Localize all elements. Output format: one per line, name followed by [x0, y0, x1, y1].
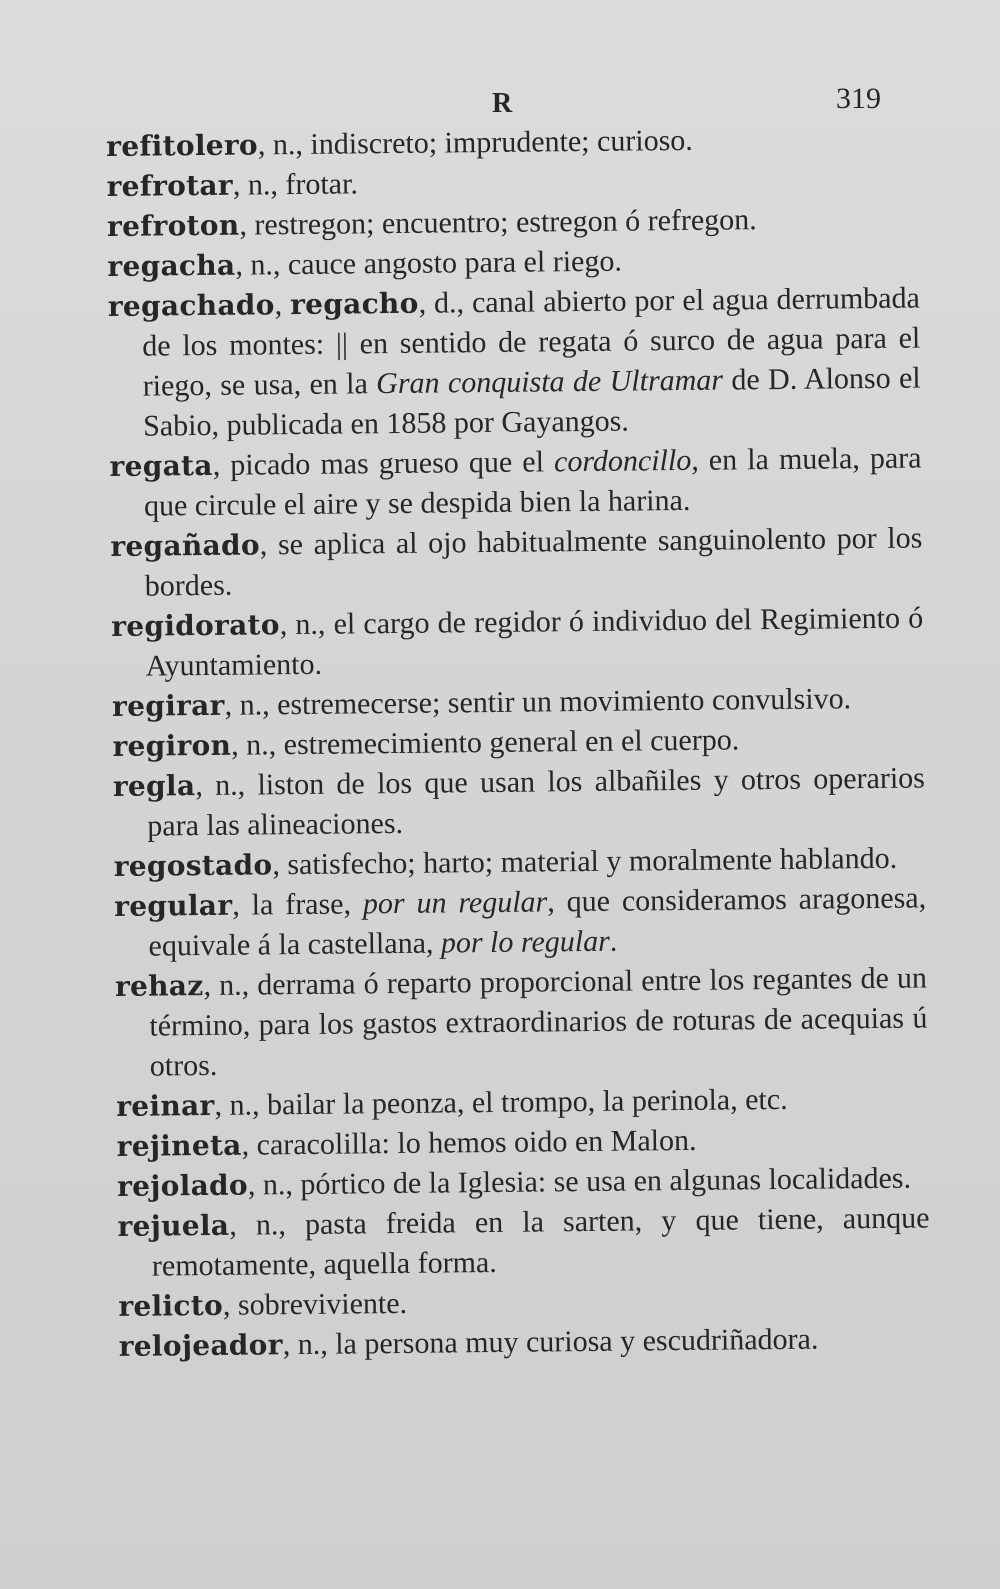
headword: rejineta [116, 1128, 242, 1163]
entry-regular [114, 878, 927, 966]
definition: , n., indiscreto; imprudente; curioso. [257, 123, 694, 162]
italic-term: cordoncillo, [553, 443, 699, 479]
definition: , n., la persona muy curiosa y escudriñadora. [282, 1322, 819, 1362]
headword-variant: regacho [289, 286, 419, 322]
definition: , n., liston de los que usan los albañiles y otros operarios para las alineaciones. [147, 761, 926, 843]
entry-regachado [108, 278, 922, 446]
entry-regidorato [111, 598, 924, 686]
definition-cont: en la muela, para que circule el aire y se despida bien la harina. [143, 441, 922, 523]
entry-regla [113, 758, 926, 846]
definition: , n., frotar. [232, 167, 359, 202]
entry-rehaz [115, 958, 928, 1086]
definition: , n., cauce angosto para el riego. [235, 244, 623, 282]
headword: regiron [112, 728, 232, 763]
separator: , [274, 288, 291, 322]
definition: , n., estremecimiento general en el cuerpo. [230, 723, 740, 762]
italic-phrase: por un regular [362, 885, 548, 921]
definition-cont: , que consideramos aragonesa, equivale á la castellana, [148, 881, 927, 963]
headword: reinar [116, 1088, 215, 1123]
headword: rehaz [114, 969, 204, 1003]
headword: regacha [107, 248, 236, 283]
entry-reganado [110, 518, 923, 606]
entry-relojeador [119, 1318, 931, 1367]
italic-citation: Gran conquista de Ultramar [376, 363, 724, 401]
entry-rejuela [117, 1198, 930, 1286]
headword: regular [113, 888, 233, 923]
definition: , restregon; encuentro; estregon ó refregon. [239, 203, 757, 242]
headword: relojeador [118, 1328, 283, 1363]
definition: , caracolilla: lo hemos oido en Malon. [241, 1123, 697, 1162]
entry-regirar [112, 678, 924, 727]
headword: regata [109, 448, 213, 483]
definition: , n., derrama ó reparto proporcional entre los regantes de un término, para los gastos extraordinarios de roturas de acequias ú otros. [149, 961, 928, 1083]
definition: , satisfecho; harto; material y moralmente hablando. [272, 841, 898, 882]
definition: , n., pórtico de la Iglesia: se usa en algunas localidades. [247, 1161, 912, 1202]
definition-cont: de D. Alonso el Sabio, publicada en 1858 por Gayangos. [142, 361, 921, 443]
headword: refrotar [106, 168, 234, 203]
headword: regachado [107, 288, 275, 323]
definition-end: . [609, 924, 618, 958]
headword: refroton [106, 208, 240, 243]
definition: , d., canal abierto por el agua derrumbada de los montes: || en sentido de regata ó surco de agua para el riego, se usa, en la [142, 281, 921, 403]
entry-regata [109, 438, 922, 526]
definition: , la frase, [232, 887, 364, 922]
page-number: 319 [836, 82, 881, 115]
definition: , picado mas grueso que el [212, 445, 555, 482]
headword: regidorato [111, 608, 280, 643]
definition: , se aplica al ojo habitualmente sanguinolento por los bordes. [144, 521, 923, 603]
headword: refitolero [106, 128, 259, 163]
headword: rejolado [116, 1168, 249, 1203]
headword: regla [112, 769, 196, 803]
definition: , n., estremecerse; sentir un movimiento convulsivo. [224, 682, 852, 722]
definition: , sobreviviente. [222, 1286, 408, 1322]
entries-list [106, 118, 931, 1366]
italic-phrase: por lo regular [440, 924, 610, 960]
headword: rejuela [117, 1208, 230, 1243]
headword: relicto [118, 1288, 224, 1323]
headword: regirar [111, 688, 225, 723]
definition: , n., el cargo de regidor ó individuo del Regimiento ó Ayuntamiento. [145, 601, 924, 683]
section-letter: R [492, 88, 514, 119]
headword: regañado [110, 528, 261, 563]
definition: , n., bailar la peonza, el trompo, la perinola, etc. [214, 1082, 788, 1122]
headword: regostado [113, 848, 273, 883]
definition: , n., pasta freida en la sarten, y que tiene, aunque remotamente, aquella forma. [151, 1201, 930, 1283]
